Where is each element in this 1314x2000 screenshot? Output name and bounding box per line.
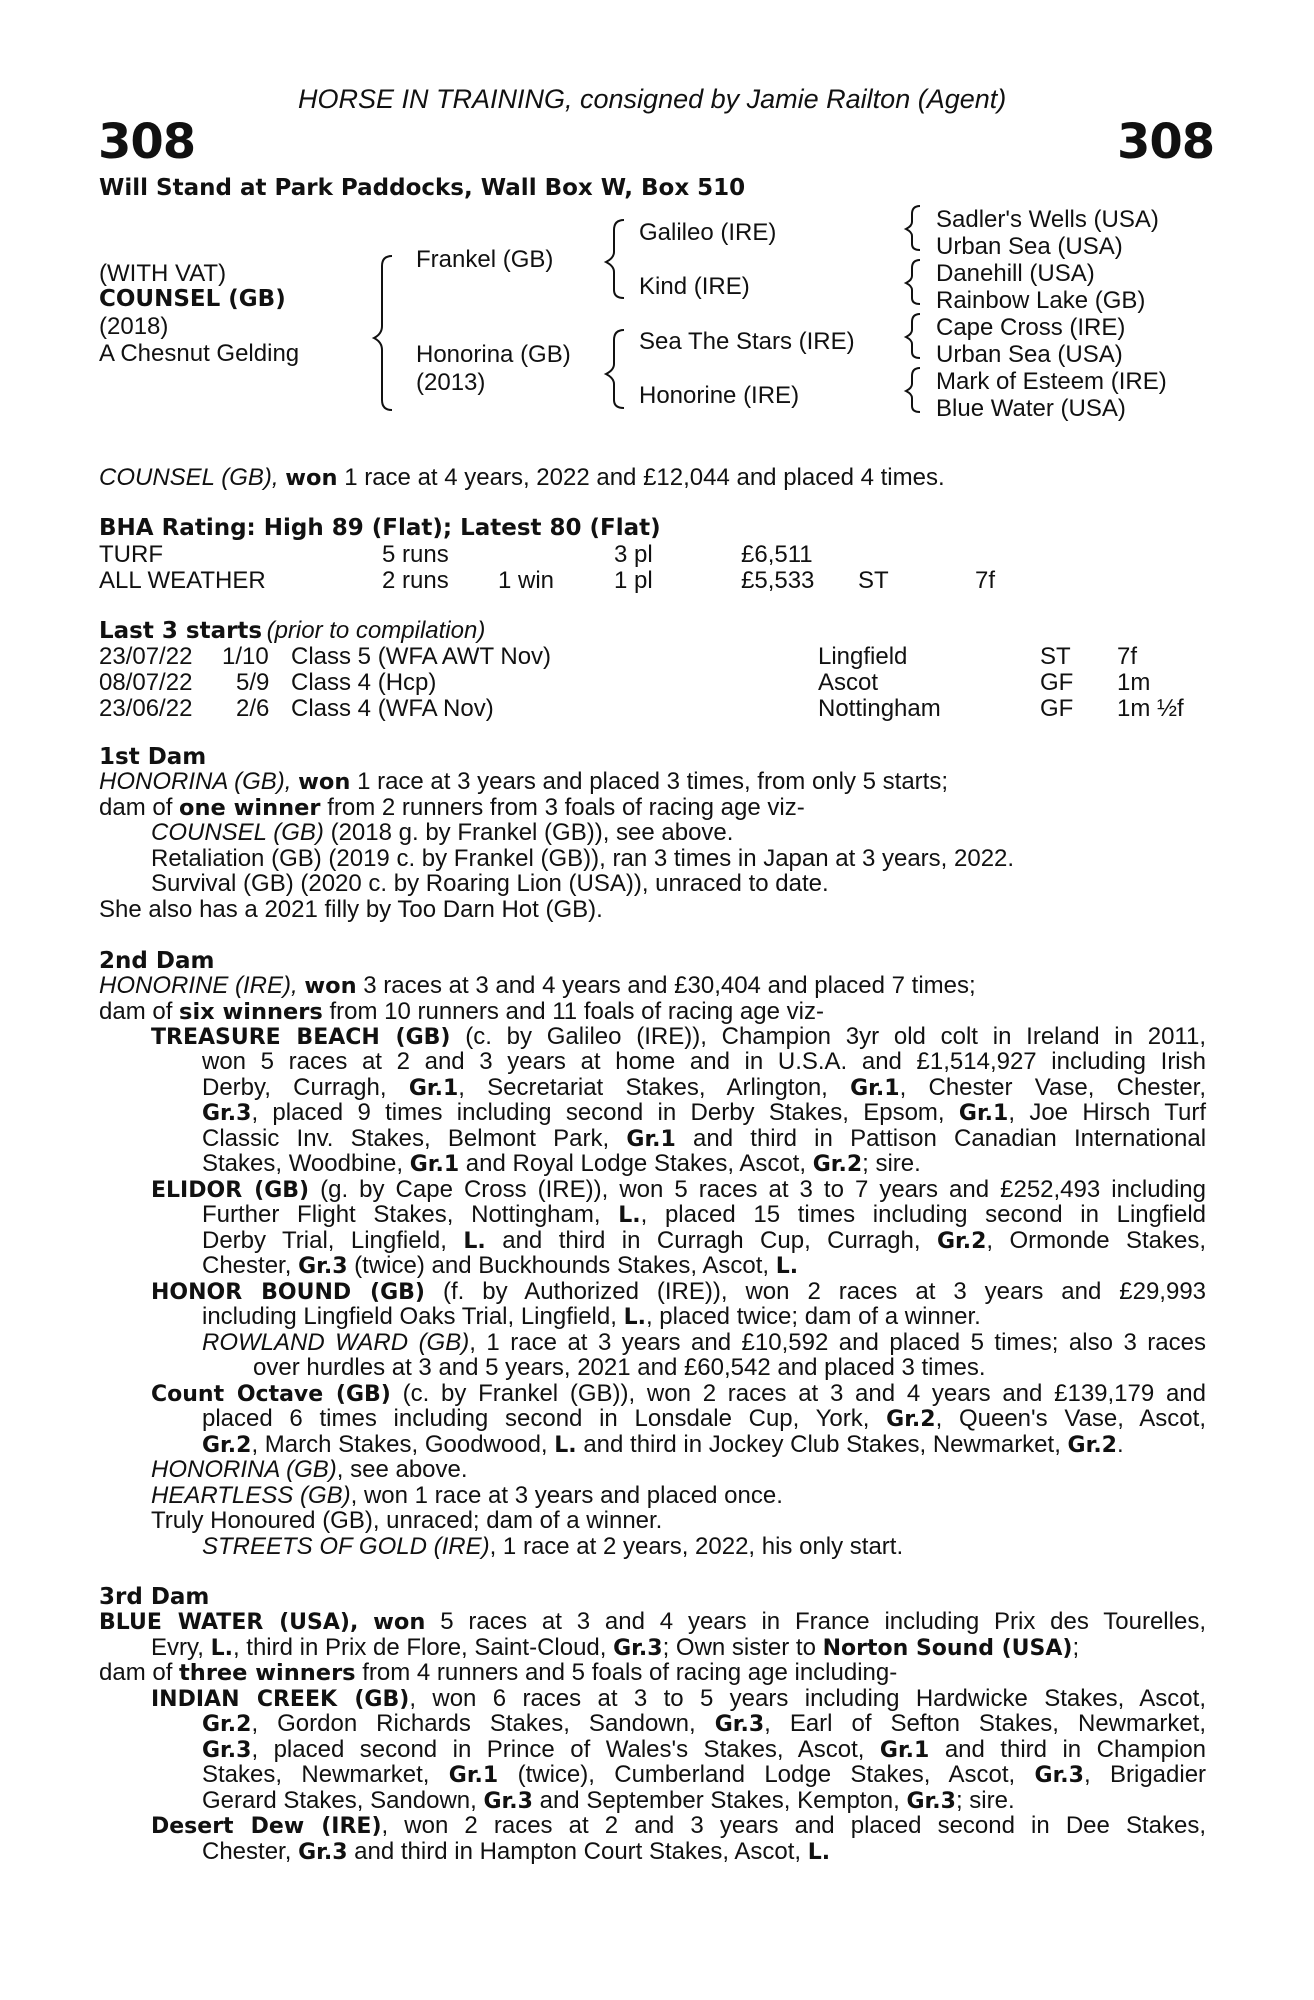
progeny-line: Stakes, Woodbine, Gr.1 and Royal Lodge Stakes, Ascot, Gr.2; sire.: [202, 1150, 921, 1177]
pedigree-great-5: Cape Cross (IRE): [936, 314, 1126, 341]
third-dam-line: BLUE WATER (USA), won 5 races at 3 and 4 years in France including Prix des Tourelles,: [99, 1608, 1206, 1635]
lot-number-right: 308: [1117, 114, 1215, 170]
pedigree-granddam-2: Honorine (IRE): [639, 382, 800, 409]
progeny-line: HEARTLESS (GB), won 1 race at 3 years and placed once.: [151, 1482, 783, 1509]
first-dam-line: COUNSEL (GB) (2018 g. by Frankel (GB)), see above.: [151, 819, 734, 846]
vat-note: (WITH VAT): [99, 260, 227, 287]
progeny-line: Gerard Stakes, Sandown, Gr.3 and September Stakes, Kempton, Gr.3; sire.: [202, 1787, 1015, 1814]
lot-number-left: 308: [98, 114, 196, 170]
first-dam-line: Retaliation (GB) (2019 c. by Frankel (GB)), ran 3 times in Japan at 3 years, 2022.: [151, 845, 1015, 872]
progeny-line: STREETS OF GOLD (IRE), 1 race at 2 years, 2022, his only start.: [202, 1533, 904, 1560]
progeny-line: INDIAN CREEK (GB), won 6 races at 3 to 5 years including Hardwicke Stakes, Ascot,: [151, 1685, 1206, 1712]
pedigree-grandsire-2: Sea The Stars (IRE): [639, 328, 855, 355]
horse-description: A Chesnut Gelding: [99, 340, 300, 367]
race-summary: COUNSEL (GB), won 1 race at 4 years, 2022 and £12,044 and placed 4 times.: [99, 464, 945, 491]
second-dam-heading: 2nd Dam: [99, 948, 215, 974]
progeny-line: Classic Inv. Stakes, Belmont Park, Gr.1 and third in Pattison Canadian International: [202, 1125, 1207, 1152]
progeny-line: Gr.2, Gordon Richards Stakes, Sandown, Gr.3, Earl of Sefton Stakes, Newmarket,: [202, 1710, 1207, 1737]
horse-name: COUNSEL (GB): [99, 286, 286, 312]
first-dam-line: HONORINA (GB), won 1 race at 3 years and placed 3 times, from only 5 starts;: [99, 768, 949, 795]
horse-year: (2018): [99, 313, 169, 340]
pedigree-great-4: Rainbow Lake (GB): [936, 287, 1146, 314]
first-dam-heading: 1st Dam: [99, 744, 207, 770]
progeny-line: Desert Dew (IRE), won 2 races at 2 and 3 years and placed second in Dee Stakes,: [151, 1812, 1206, 1839]
progeny-line: ELIDOR (GB) (g. by Cape Cross (IRE)), won 5 races at 3 to 7 years and £252,493 including: [151, 1176, 1206, 1203]
third-dam-heading: 3rd Dam: [99, 1584, 210, 1610]
progeny-line: Further Flight Stakes, Nottingham, L., placed 15 times including second in Lingfield: [202, 1201, 1207, 1228]
progeny-line: Gr.3, placed second in Prince of Wales's Stakes, Ascot, Gr.1 and third in Champion: [202, 1736, 1207, 1763]
progeny-line: ROWLAND WARD (GB), 1 race at 3 years and £10,592 and placed 5 times; also 3 races: [202, 1329, 1206, 1356]
pedigree-dam: Honorina (GB): [416, 341, 571, 368]
bha-rating: BHA Rating: High 89 (Flat); Latest 80 (Flat): [99, 515, 661, 541]
progeny-line: Chester, Gr.3 and third in Hampton Court Stakes, Ascot, L.: [202, 1838, 831, 1865]
progeny-line: TREASURE BEACH (GB) (c. by Galileo (IRE)), Champion 3yr old colt in Ireland in 2011,: [151, 1023, 1207, 1050]
first-dam-line: She also has a 2021 filly by Too Darn Hot (GB).: [99, 896, 603, 923]
pedigree-great-6: Urban Sea (USA): [936, 341, 1123, 368]
first-dam-line: dam of one winner from 2 runners from 3 foals of racing age viz-: [99, 794, 805, 821]
progeny-line: Truly Honoured (GB), unraced; dam of a winner.: [151, 1507, 663, 1534]
pedigree-great-1: Sadler's Wells (USA): [936, 206, 1159, 233]
progeny-line: placed 6 times including second in Lonsdale Cup, York, Gr.2, Queen's Vase, Ascot,: [202, 1405, 1206, 1432]
progeny-line: Derby, Curragh, Gr.1, Secretariat Stakes, Arlington, Gr.1, Chester Vase, Chester,: [202, 1074, 1207, 1101]
progeny-line: won 5 races at 2 and 3 years at home and in U.S.A. and £1,514,927 including Irish: [202, 1048, 1206, 1075]
second-dam-line: dam of six winners from 10 runners and 11 foals of racing age viz-: [99, 998, 824, 1025]
third-dam-line: dam of three winners from 4 runners and 5 foals of racing age including-: [99, 1659, 898, 1686]
last-starts-heading: Last 3 starts (prior to compilation): [99, 617, 486, 644]
progeny-line: Gr.2, March Stakes, Goodwood, L. and third in Jockey Club Stakes, Newmarket, Gr.2.: [202, 1431, 1124, 1458]
progeny-line: Gr.3, placed 9 times including second in Derby Stakes, Epsom, Gr.1, Joe Hirsch Turf: [202, 1099, 1206, 1126]
progeny-line: HONORINA (GB), see above.: [151, 1456, 468, 1483]
second-dam-line: HONORINE (IRE), won 3 races at 3 and 4 years and £30,404 and placed 7 times;: [99, 972, 976, 999]
progeny-line: Derby Trial, Lingfield, L. and third in Curragh Cup, Curragh, Gr.2, Ormonde Stakes,: [202, 1227, 1207, 1254]
consignment-line: HORSE IN TRAINING, consigned by Jamie Railton (Agent): [298, 84, 1007, 114]
pedigree-great-2: Urban Sea (USA): [936, 233, 1123, 260]
pedigree-great-8: Blue Water (USA): [936, 395, 1126, 422]
pedigree-granddam-1: Kind (IRE): [639, 273, 750, 300]
stand-location: Will Stand at Park Paddocks, Wall Box W, Box 510: [99, 175, 746, 201]
progeny-line: Count Octave (GB) (c. by Frankel (GB)), won 2 races at 3 and 4 years and £139,179 and: [151, 1380, 1207, 1407]
pedigree-great-3: Danehill (USA): [936, 260, 1095, 287]
pedigree-great-7: Mark of Esteem (IRE): [936, 368, 1167, 395]
progeny-line: Stakes, Newmarket, Gr.1 (twice), Cumberland Lodge Stakes, Ascot, Gr.3, Brigadier: [202, 1761, 1207, 1788]
progeny-line: over hurdles at 3 and 5 years, 2021 and £60,542 and placed 3 times.: [253, 1354, 986, 1381]
progeny-line: including Lingfield Oaks Trial, Lingfield, L., placed twice; dam of a winner.: [202, 1303, 981, 1330]
pedigree-dam-year: (2013): [416, 369, 486, 396]
third-dam-line: Evry, L., third in Prix de Flore, Saint-Cloud, Gr.3; Own sister to Norton Sound (USA);: [151, 1634, 1080, 1661]
progeny-line: Chester, Gr.3 (twice) and Buckhounds Stakes, Ascot, L.: [202, 1252, 799, 1279]
pedigree-sire: Frankel (GB): [416, 246, 554, 273]
first-dam-line: Survival (GB) (2020 c. by Roaring Lion (USA)), unraced to date.: [151, 870, 829, 897]
progeny-line: HONOR BOUND (GB) (f. by Authorized (IRE)), won 2 races at 3 years and £29,993: [151, 1278, 1207, 1305]
pedigree-grandsire-1: Galileo (IRE): [639, 219, 777, 246]
